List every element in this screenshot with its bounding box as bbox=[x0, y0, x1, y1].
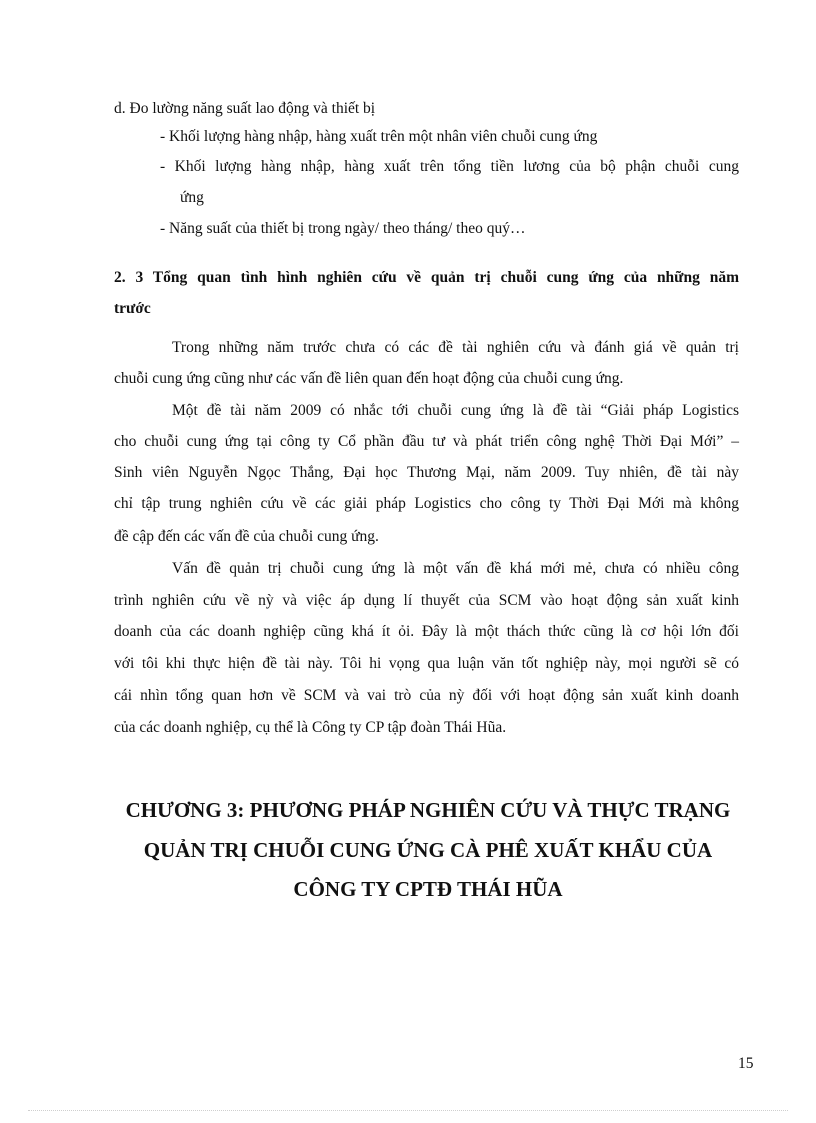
paragraph-line: trình nghiên cứu về nỳ và việc áp dụng lí thuyết của SCM vào hoạt động sản xuất kinh bbox=[114, 592, 739, 609]
section-d-heading: d. Đo lường năng suất lao động và thiết bị bbox=[114, 100, 376, 117]
paragraph-line: Trong những năm trước chưa có các đề tài nghiên cứu và đánh giá về quản trị bbox=[172, 339, 739, 356]
paragraph-line: đề cập đến các vấn đề của chuỗi cung ứng. bbox=[114, 528, 379, 545]
section-heading-continuation: trước bbox=[114, 300, 151, 317]
footer-divider bbox=[28, 1110, 788, 1111]
paragraph-line: Một đề tài năm 2009 có nhắc tới chuỗi cung ứng là đề tài “Giải pháp Logistics bbox=[172, 402, 739, 419]
paragraph-line: cái nhìn tổng quan hơn về SCM và vai trò của nỳ đối với hoạt động sản xuất kinh doanh bbox=[114, 687, 739, 704]
chapter-title-line: CHƯƠNG 3: PHƯƠNG PHÁP NGHIÊN CỨU VÀ THỰC TRẠNG bbox=[125, 798, 731, 822]
page-number: 15 bbox=[738, 1055, 754, 1072]
bullet-item-continuation: ứng bbox=[180, 189, 204, 206]
paragraph-line: chỉ tập trung nghiên cứu về các giải pháp Logistics cho công ty Thời Đại Mới mà không bbox=[114, 495, 739, 512]
paragraph-line: doanh của các doanh nghiệp cũng khá ít ỏi. Đây là một thách thức cũng là cơ hội lớn đối bbox=[114, 623, 739, 640]
paragraph-line: với tôi khi thực hiện đề tài này. Tôi hi vọng qua luận văn tốt nghiệp này, mọi người sẽ có bbox=[114, 655, 739, 672]
bullet-item: - Khối lượng hàng nhập, hàng xuất trên một nhân viên chuỗi cung ứng bbox=[160, 128, 598, 145]
paragraph-line: của các doanh nghiệp, cụ thể là Công ty CP tập đoàn Thái Hũa. bbox=[114, 719, 507, 736]
paragraph-line: cho chuỗi cung ứng tại công ty Cổ phần đầu tư và phát triển công nghệ Thời Đại Mới” – bbox=[114, 433, 739, 450]
bullet-item: - Năng suất của thiết bị trong ngày/ theo tháng/ theo quý… bbox=[160, 220, 526, 237]
paragraph-line: Vấn đề quản trị chuỗi cung ứng là một vấn đề khá mới mẻ, chưa có nhiều công bbox=[172, 560, 739, 577]
paragraph-line: chuỗi cung ứng cũng như các vấn đề liên quan đến hoạt động của chuỗi cung ứng. bbox=[114, 370, 624, 387]
bullet-item: - Khối lượng hàng nhập, hàng xuất trên tổng tiền lương của bộ phận chuỗi cung bbox=[160, 158, 739, 175]
section-heading: 2. 3 Tổng quan tình hình nghiên cứu về quản trị chuỗi cung ứng của những năm bbox=[114, 269, 739, 286]
chapter-title-line: QUẢN TRỊ CHUỖI CUNG ỨNG CÀ PHÊ XUẤT KHẨU CỦA bbox=[143, 838, 713, 862]
paragraph-line: Sinh viên Nguyễn Ngọc Thắng, Đại học Thương Mại, năm 2009. Tuy nhiên, đề tài này bbox=[114, 464, 739, 481]
chapter-title-line: CÔNG TY CPTĐ THÁI HŨA bbox=[293, 877, 563, 901]
